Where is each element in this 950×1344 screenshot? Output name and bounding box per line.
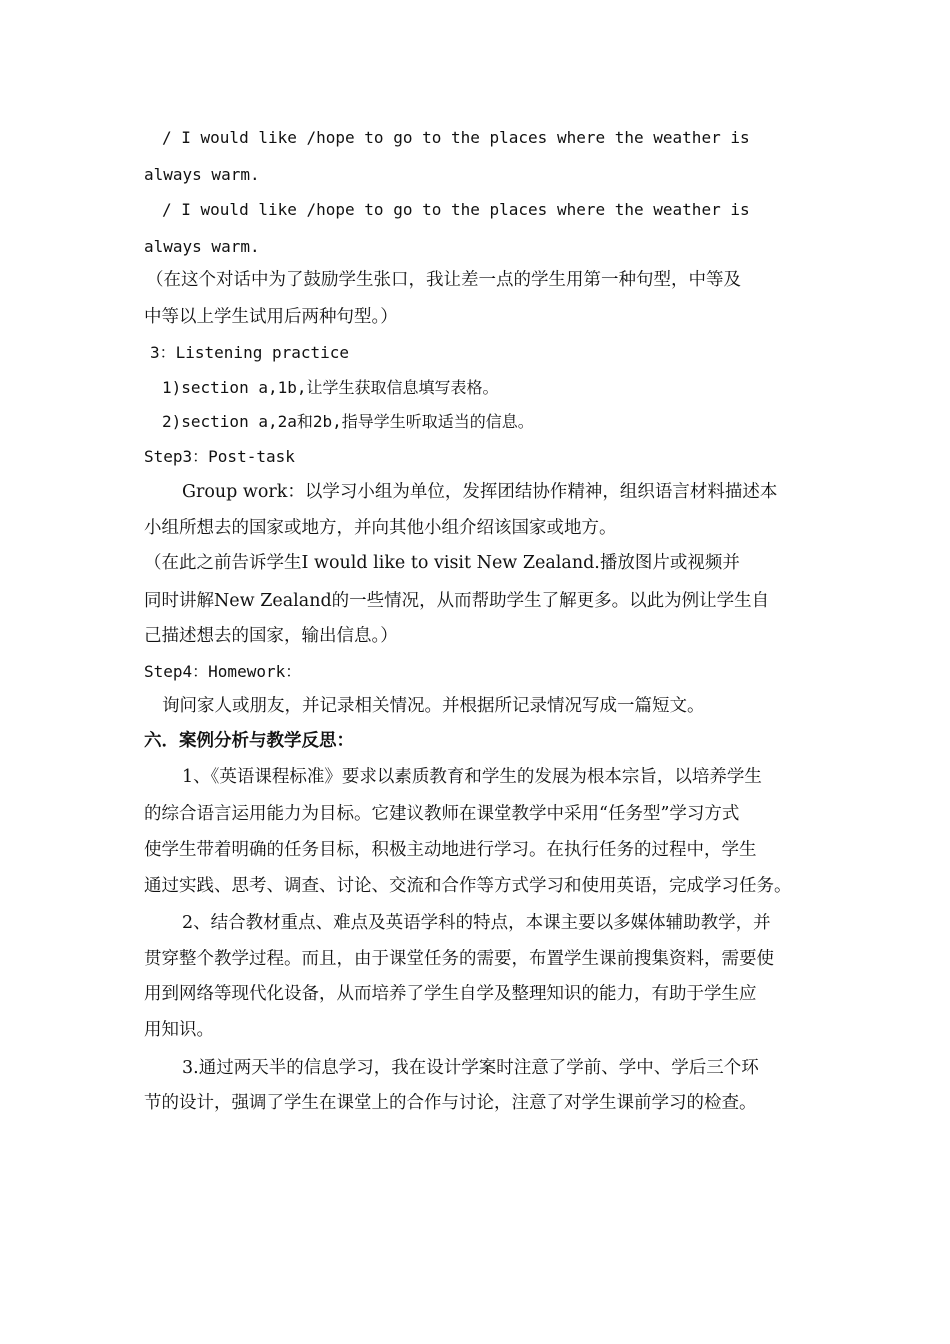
list-item: 2)section a,2a和2b,指导学生听取适当的信息。 <box>162 412 534 431</box>
text-line: （在这个对话中为了鼓励学生张口，我让差一点的学生用第一种句型，中等及 <box>146 270 741 290</box>
text-line: always warm. <box>144 237 260 256</box>
text-line: 用到网络等现代化设备，从而培养了学生自学及整理知识的能力，有助于学生应 <box>144 984 757 1004</box>
text-line: 节的设计，强调了学生在课堂上的合作与讨论，注意了对学生课前学习的检查。 <box>144 1093 757 1113</box>
text-line: 3.通过两天半的信息学习，我在设计学案时注意了学前、学中、学后三个环 <box>182 1058 759 1078</box>
text-line: （在此之前告诉学生I would like to visit New Zealand.播放图片或视频并 <box>144 553 740 573</box>
text-line: 询问家人或朋友，并记录相关情况。并根据所记录情况写成一篇短文。 <box>162 696 705 716</box>
text-line: Group work：以学习小组为单位，发挥团结协作精神，组织语言材料描述本 <box>182 482 778 502</box>
text-line: 中等以上学生试用后两种句型。） <box>144 307 398 327</box>
text-line: 通过实践、思考、调查、讨论、交流和合作等方式学习和使用英语，完成学习任务。 <box>144 876 792 896</box>
text-line: 使学生带着明确的任务目标，积极主动地进行学习。在执行任务的过程中，学生 <box>144 840 757 860</box>
section-heading: 3：Listening practice <box>150 343 350 362</box>
text-line: / I would like /hope to go to the places where the weather is <box>162 200 750 219</box>
section-title: 六．案例分析与教学反思： <box>144 731 354 751</box>
text-line: 小组所想去的国家或地方，并向其他小组介绍该国家或地方。 <box>144 518 617 538</box>
text-line: always warm. <box>144 165 260 184</box>
text-line: 用知识。 <box>144 1020 214 1040</box>
text-line: 己描述想去的国家，输出信息。） <box>144 626 398 646</box>
text-line: 2、结合教材重点、难点及英语学科的特点，本课主要以多媒体辅助教学，并 <box>182 913 771 933</box>
list-item: 1)section a,1b,让学生获取信息填写表格。 <box>162 378 499 397</box>
step-heading: Step3：Post-task <box>144 447 295 466</box>
step-heading: Step4：Homework： <box>144 662 302 681</box>
text-line: 同时讲解New Zealand的一些情况，从而帮助学生了解更多。以此为例让学生自 <box>144 591 770 611</box>
text-line: 贯穿整个教学过程。而且，由于课堂任务的需要，布置学生课前搜集资料，需要使 <box>144 949 774 969</box>
text-line: 的综合语言运用能力为目标。它建议教师在课堂教学中采用“任务型”学习方式 <box>144 804 740 824</box>
text-line: 1、《英语课程标准》要求以素质教育和学生的发展为根本宗旨，以培养学生 <box>182 767 762 787</box>
text-line: / I would like /hope to go to the places where the weather is <box>162 128 750 147</box>
